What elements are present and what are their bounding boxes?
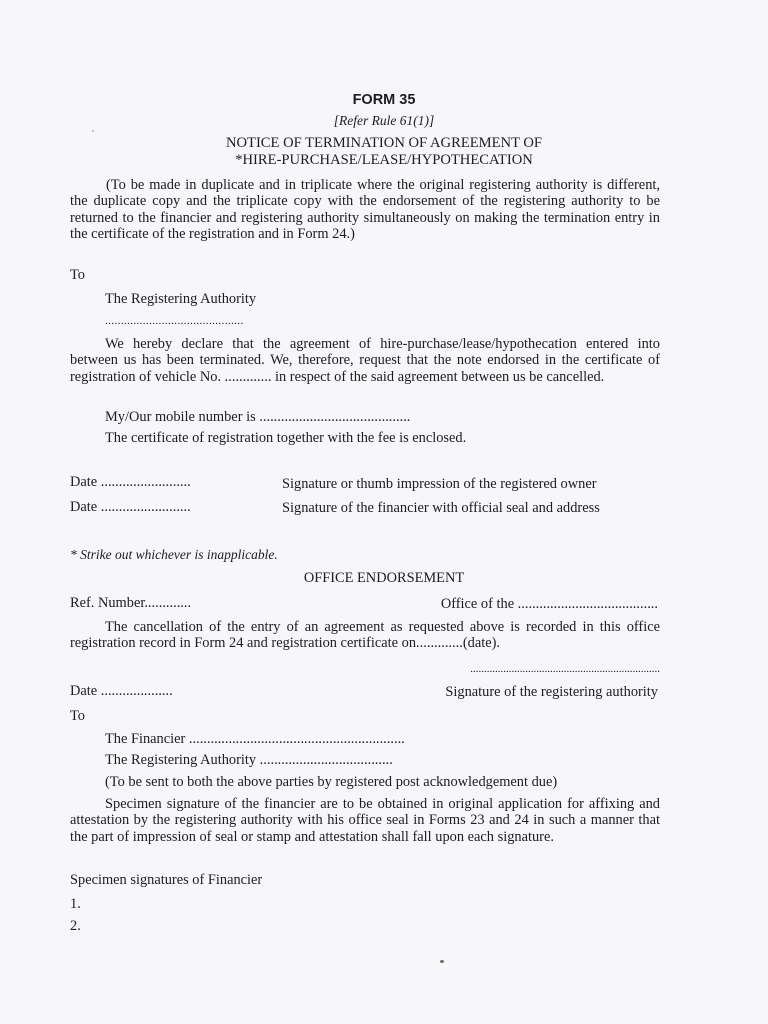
ref-number: Ref. Number............. bbox=[70, 595, 192, 611]
post-note: (To be sent to both the above parties by registered post acknowledgement due) bbox=[105, 774, 558, 790]
endorsement-date: Date .................... bbox=[70, 683, 173, 699]
rule-reference: [Refer Rule 61(1)] bbox=[333, 113, 435, 128]
cancellation-paragraph: The cancellation of the entry of an agreement as requested above is recorded in this office registration record in Form 24 and registration certificate on.............(date). bbox=[70, 619, 660, 652]
date-financier: Date ......................... bbox=[70, 499, 191, 515]
declaration-paragraph: We hereby declare that the agreement of hire-purchase/lease/hypothecation entered into between us has been terminated. We, therefore, request that the note endorsed in the certificate of registration of vehicle No. ............. in respect of the said agreement between us be cancelled. bbox=[70, 336, 660, 385]
heading-line-2: *HIRE-PURCHASE/LEASE/HYPOTHECATION bbox=[235, 152, 533, 168]
owner-signature-label: Signature or thumb impression of the registered owner bbox=[282, 476, 597, 492]
authority-signature-label: Signature of the registering authority bbox=[445, 684, 658, 700]
mobile-number-line: My/Our mobile number is .......................................... bbox=[105, 409, 411, 425]
specimen-note-paragraph: Specimen signature of the financier are to be obtained in original application for affixing and attestation by the registering authority with his office seal in Forms 23 and 24 in such a manner that the part of impression of seal or stamp and attestation shall fall upon each signature. bbox=[70, 796, 660, 845]
endorsement-heading: OFFICE ENDORSEMENT bbox=[303, 570, 465, 586]
date-owner: Date ......................... bbox=[70, 474, 191, 490]
form-title: FORM 35 bbox=[352, 92, 416, 108]
paper-speck bbox=[92, 130, 94, 132]
strike-out-note: * Strike out whichever is inapplicable. bbox=[70, 547, 278, 562]
specimen-item-1: 1. bbox=[70, 896, 81, 912]
financier-line: The Financier ............................................................ bbox=[105, 731, 405, 747]
authority-signature-dots: ..................................................................... bbox=[470, 663, 660, 675]
addressee: The Registering Authority bbox=[105, 291, 257, 307]
to-label: To bbox=[70, 267, 85, 283]
specimen-heading: Specimen signatures of Financier bbox=[70, 872, 263, 888]
registering-authority-line: The Registering Authority ..................................... bbox=[105, 752, 393, 768]
endorsement-to-label: To bbox=[70, 708, 85, 724]
financier-signature-label: Signature of the financier with official seal and address bbox=[282, 500, 600, 516]
enclosure-line: The certificate of registration together with the fee is enclosed. bbox=[105, 430, 467, 446]
addressee-dots: ............................................ bbox=[105, 315, 244, 327]
ink-speck bbox=[440, 960, 444, 963]
specimen-item-2: 2. bbox=[70, 918, 81, 934]
instructions-paragraph: (To be made in duplicate and in triplicate where the original registering authority is different, the duplicate copy and the triplicate copy with the endorsement of the registering authority to be returned to the financier and registering authority simultaneously on making the termination entry in the certificate of the registration and in Form 24.) bbox=[70, 177, 660, 243]
heading-line-1: NOTICE OF TERMINATION OF AGREEMENT OF bbox=[225, 135, 543, 151]
office-of: Office of the ....................................... bbox=[440, 596, 658, 612]
